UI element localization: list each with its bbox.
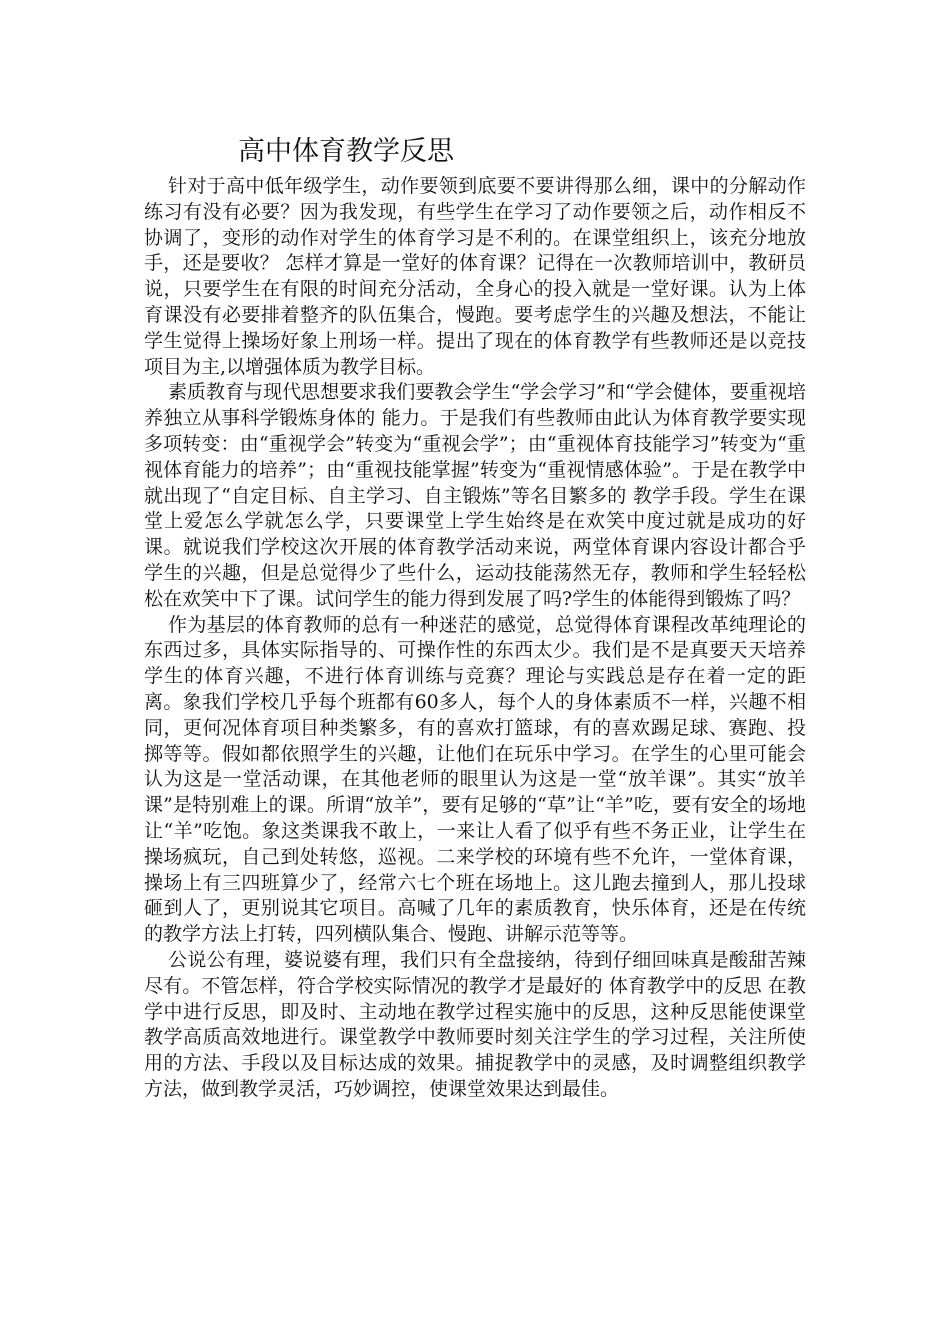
paragraph-2: 素质教育与现代思想要求我们要教会学生“学会学习”和“学会健体，要重视培养独立从事科学锻炼身体的 能力。于是我们有些教师由此认为体育教学要实现多项转变：由“重视学会”转变为“重视会学”；由“重视体育技能学习”转变为“重视体育能力的培养”；由“重视技能掌握”转变为“重视情感体验”。于是在教学中就出现了“自定目标、自主学习、自主锻炼”等名目繁多的 教学手段。学生在课堂上爱怎么学就怎么学，只要课堂上学生始终是在欢笑中度过就是成功的好课。就说我们学校这次开展的体育教学活动来说，两堂体育课内容设计都合乎学生的兴趣，但是总觉得少了些什么，运动技能荡然无存，教师和学生轻轻松松在欢笑中下了课。试问学生的能力得到发展了吗?学生的体能得到锻炼了吗？	[144, 381, 806, 610]
paragraph-1: 针对于高中低年级学生，动作要领到底要不要讲得那么细，课中的分解动作练习有没有必要？因为我发现，有些学生在学习了动作要领之后，动作相反不协调了，变形的动作对学生的体育学习是不利的。在课堂组织上，该充分地放手，还是要收？ 怎样才算是一堂好的体育课？记得在一次教师培训中，教研员说，只要学生在有限的时间充分活动，全身心的投入就是一堂好课。认为上体育课没有必要排着整齐的队伍集合，慢跑。要考虑学生的兴趣及想法，不能让学生觉得上操场好象上刑场一样。提出了现在的体育教学有些教师还是以竞技项目为主,以增强体质为教学目标。	[144, 175, 806, 378]
document-title: 高中体育教学反思	[238, 136, 454, 167]
paragraph-3: 作为基层的体育教师的总有一种迷茫的感觉，总觉得体育课程改革纯理论的东西过多，具体实际指导的、可操作性的东西太少。我们是不是真要天天培养学生的体育兴趣，不进行体育训练与竞赛？理论与实践总是存在着一定的距离。象我们学校几乎每个班都有60多人，每个人的身体素质不一样，兴趣不相同，更何况体育项目种类繁多，有的喜欢打篮球，有的喜欢踢足球、赛跑、投掷等等。假如都依照学生的兴趣，让他们在玩乐中学习。在学生的心里可能会认为这是一堂活动课，在其他老师的眼里认为这是一堂“放羊课”。其实“放羊课”是特别难上的课。所谓“放羊”，要有足够的“草”让“羊”吃，要有安全的场地让“羊”吃饱。象这类课我不敢上，一来让人看了似乎有些不务正业，让学生在操场疯玩，自己到处转悠，巡视。二来学校的环境有些不允许，一堂体育课，操场上有三四班算少了，经常六七个班在场地上。这儿跑去撞到人，那儿投球砸到人了，更别说其它项目。高喊了几年的素质教育，快乐体育，还是在传统的教学方法上打转，四列横队集合、慢跑、讲解示范等等。	[144, 613, 806, 946]
document-body	[144, 174, 806, 1103]
paragraph-4: 公说公有理，婆说婆有理，我们只有全盘接纳，待到仔细回味真是酸甜苦辣尽有。不管怎样，符合学校实际情况的教学才是最好的 体育教学中的反思 在教学中进行反思，即及时、主动地在教学过程实施中的反思，这种反思能使课堂教学高质高效地进行。课堂教学中教师要时刻关注学生的学习过程，关注所使用的方法、手段以及目标达成的效果。捕捉教学中的灵感，及时调整组织教学方法，做到教学灵活，巧妙调控，使课堂效果达到最佳。	[144, 948, 806, 1100]
